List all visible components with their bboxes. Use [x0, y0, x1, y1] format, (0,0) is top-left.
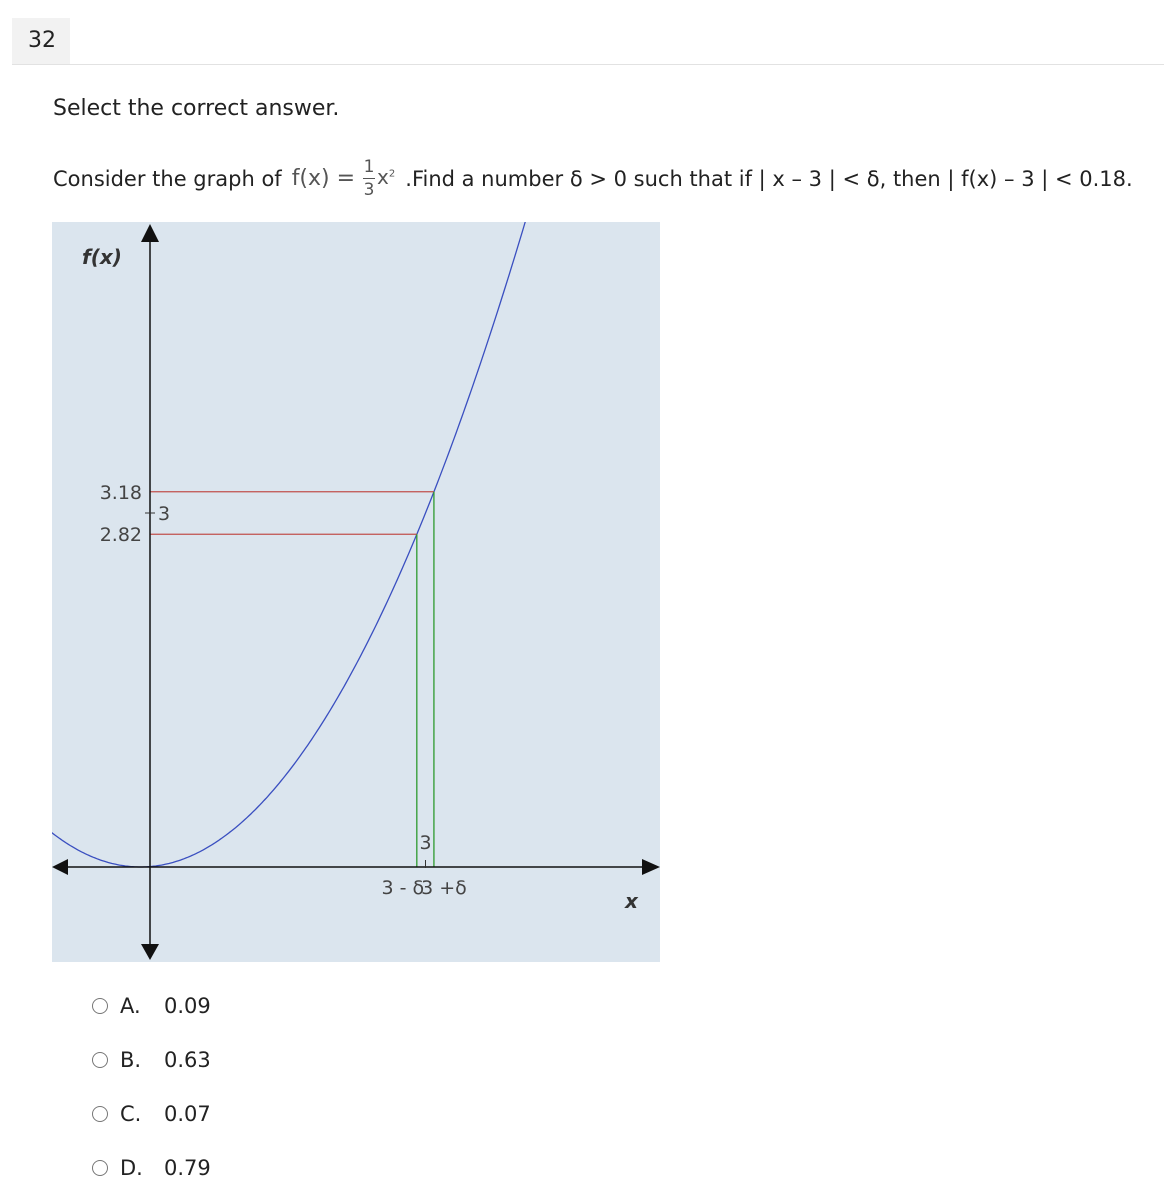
prompt-suffix: .Find a number δ > 0 such that if | x – 3 | < δ, then | f(x) – 3 | < 0.18. — [405, 166, 1133, 191]
answer-choice[interactable] — [92, 1048, 211, 1072]
choice-value: 0.07 — [164, 1102, 211, 1126]
answer-choice[interactable] — [92, 1156, 211, 1180]
graph-background — [52, 222, 660, 962]
radio-button[interactable] — [92, 998, 108, 1014]
choice-letter: B. — [120, 1048, 142, 1072]
radio-button[interactable] — [92, 1106, 108, 1122]
y-tick-label: 3 — [158, 503, 171, 525]
radio-button[interactable] — [92, 1160, 108, 1176]
question-number: 32 — [12, 18, 70, 64]
function-lhs: f(x) = — [291, 166, 356, 191]
x-tick-label: 3 - δ — [381, 877, 425, 899]
function-fraction — [363, 158, 375, 199]
instruction-text: Select the correct answer. — [53, 96, 340, 121]
answer-choice[interactable] — [92, 1102, 211, 1126]
fraction-denominator: 3 — [363, 180, 375, 200]
prompt-prefix: Consider the graph of — [53, 166, 282, 191]
choice-value: 0.63 — [164, 1048, 211, 1072]
x-tick-label: 3 +δ — [421, 877, 467, 899]
function-graph — [52, 222, 660, 962]
y-tick-label: 2.82 — [99, 524, 142, 547]
question-prompt — [53, 158, 1133, 199]
x-axis-label: x — [625, 889, 638, 913]
choice-letter: A. — [120, 994, 141, 1018]
fraction-numerator: 1 — [363, 157, 375, 177]
radio-button[interactable] — [92, 1052, 108, 1068]
function-var: x — [377, 164, 389, 189]
y-tick-label: 3.18 — [99, 481, 142, 504]
choice-letter: D. — [120, 1156, 143, 1180]
y-axis-label: f(x) — [82, 245, 122, 269]
choice-value: 0.09 — [164, 994, 211, 1018]
header-divider — [12, 64, 1164, 65]
choice-value: 0.79 — [164, 1156, 211, 1180]
function-exponent: 2 — [388, 167, 396, 179]
function-power — [377, 165, 395, 189]
x-tick-label: 3 — [419, 832, 432, 854]
choice-letter: C. — [120, 1102, 142, 1126]
answer-choice[interactable] — [92, 994, 211, 1018]
